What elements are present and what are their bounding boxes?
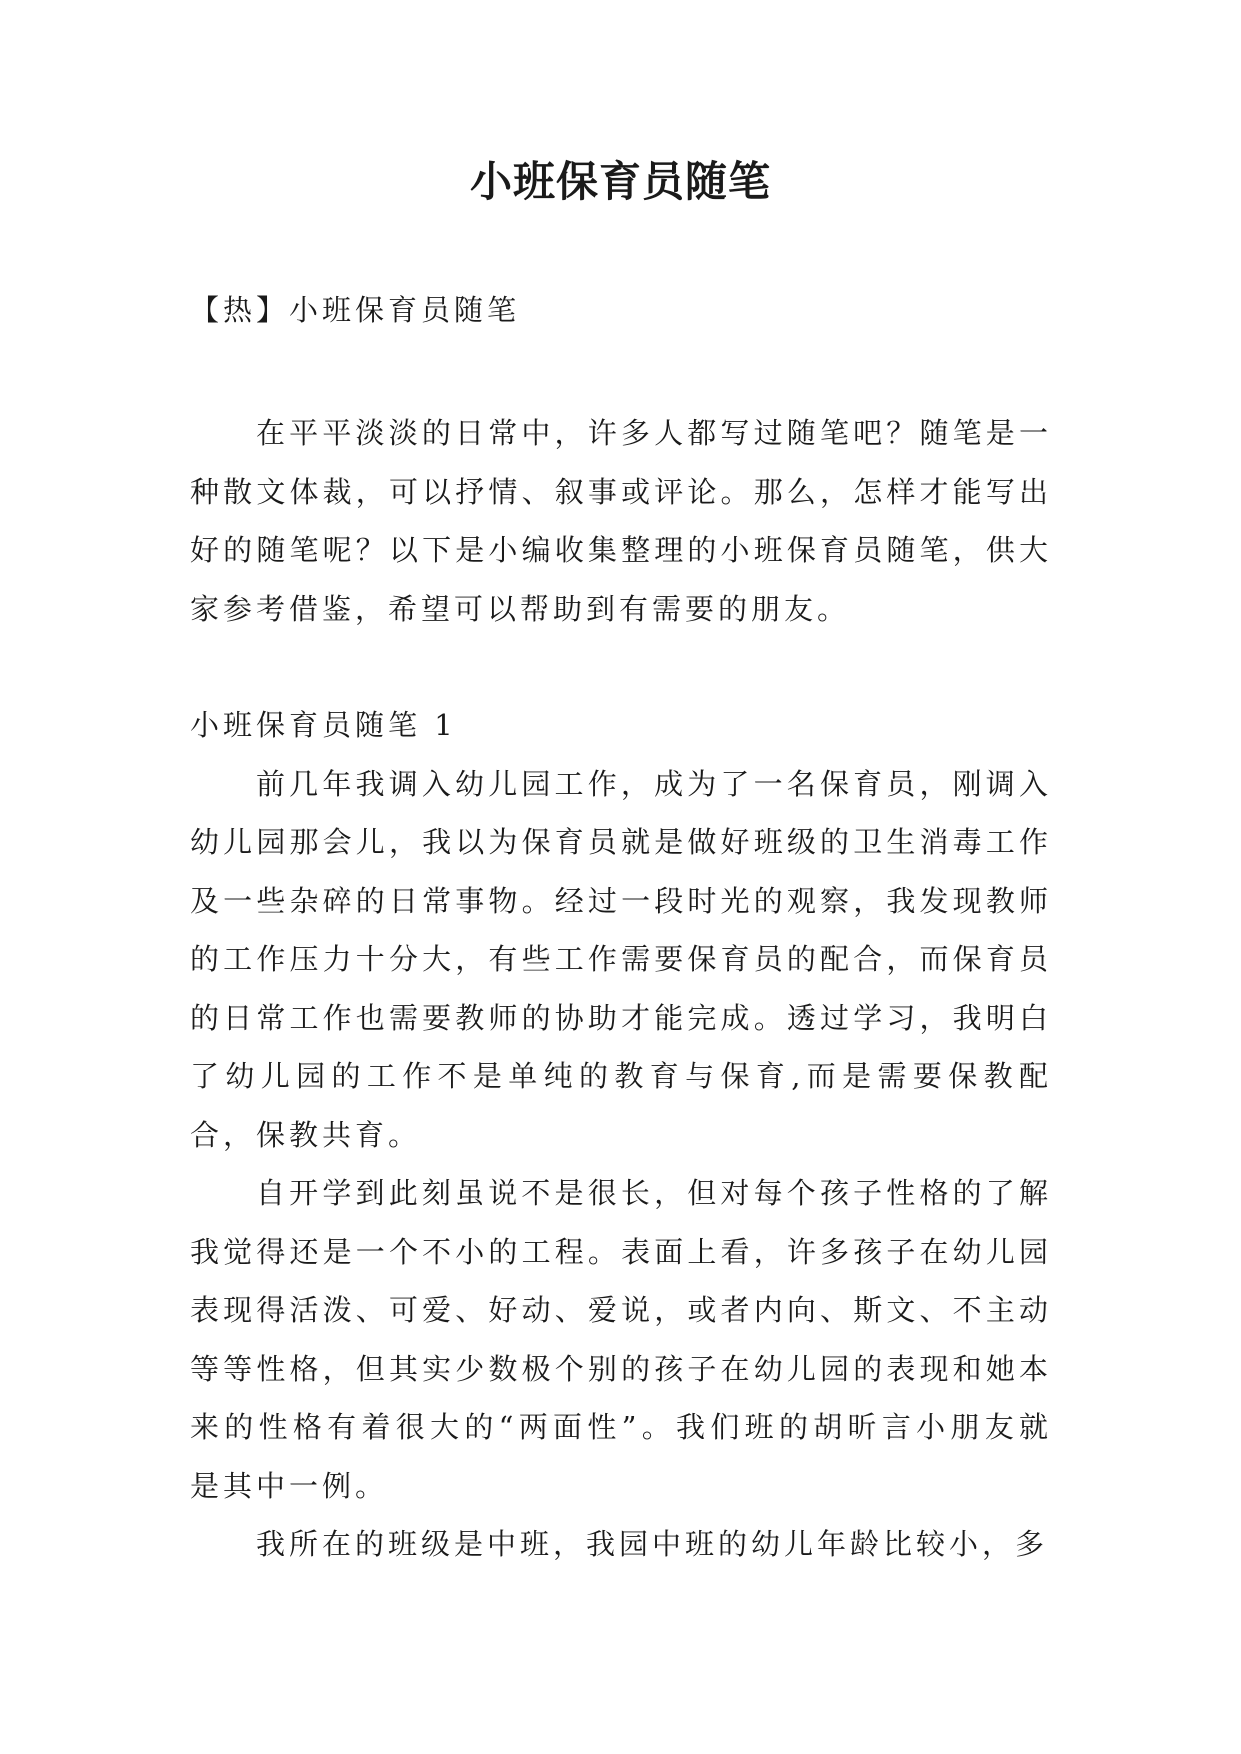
section-heading: 小班保育员随笔 1 <box>190 708 457 742</box>
body-paragraph: 我所在的班级是中班，我园中班的幼儿年龄比较小，多 <box>256 1527 1049 1561</box>
intro-block <box>190 404 1052 638</box>
body-paragraph: 前几年我调入幼儿园工作，成为了一名保育员，刚调入幼儿园那会儿，我以为保育员就是做好班级的卫生消毒工作及一些杂碎的日常事物。经过一段时光的观察，我发现教师的工作压力十分大，有些工作需要保育员的配合，而保育员的日常工作也需要教师的协助才能完成。透过学习，我明白了幼儿园的工作不是单纯的教育与保育,而是需要保教配合，保教共育。 <box>190 766 1052 1152</box>
document-title: 小班保育员随笔 <box>469 157 771 206</box>
document-subtitle: 【热】小班保育员随笔 <box>190 293 521 327</box>
body-paragraph: 自开学到此刻虽说不是很长，但对每个孩子性格的了解我觉得还是一个不小的工程。表面上看，许多孩子在幼儿园表现得活泼、可爱、好动、爱说，或者内向、斯文、不主动等等性格，但其实少数极个别的孩子在幼儿园的表现和她本来的性格有着很大的“两面性”。我们班的胡昕言小朋友就是其中一例。 <box>190 1176 1052 1503</box>
section-1 <box>190 696 1052 1574</box>
intro-paragraph: 在平平淡淡的日常中，许多人都写过随笔吧？随笔是一种散文体裁，可以抒情、叙事或评论。那么，怎样才能写出好的随笔呢？以下是小编收集整理的小班保育员随笔，供大家参考借鉴，希望可以帮助到有需要的朋友。 <box>190 416 1052 626</box>
